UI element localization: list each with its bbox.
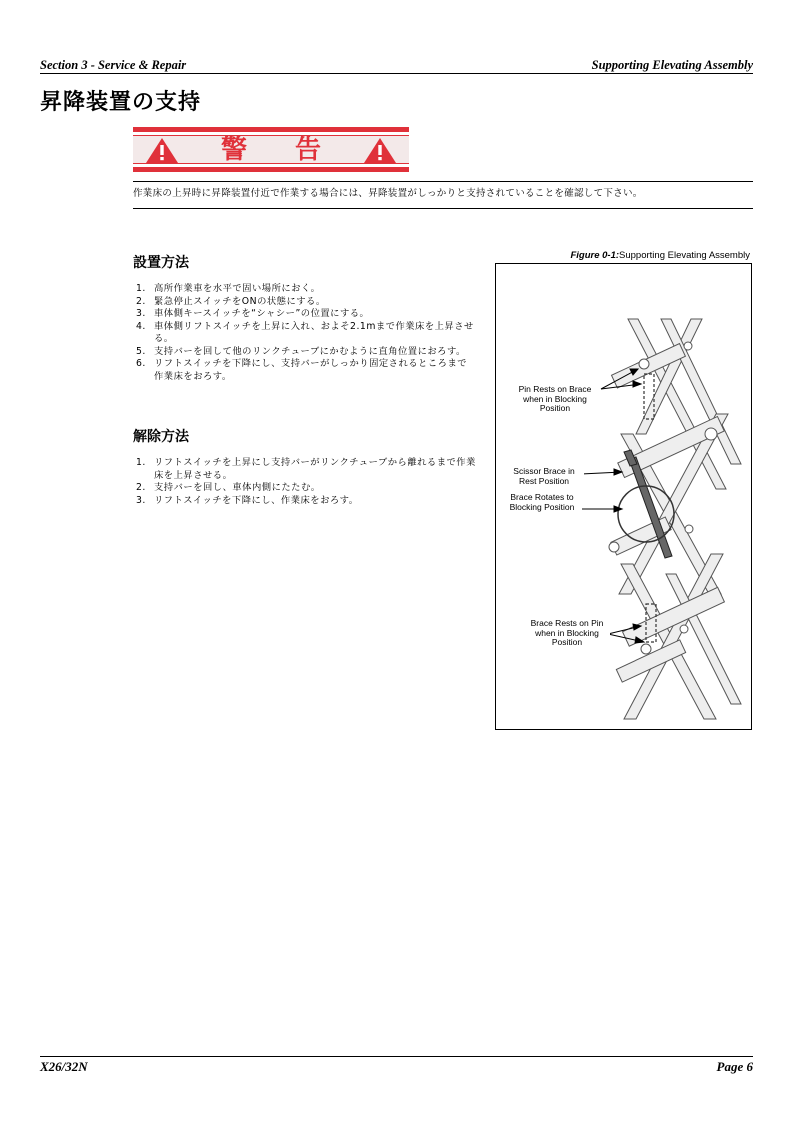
- figure-caption: [496, 250, 750, 261]
- callout-brace-rests: Brace Rests on Pin when in Blocking Position: [524, 619, 610, 648]
- footer-page-number: Page 6: [716, 1059, 753, 1074]
- figure-illustration: [495, 263, 752, 730]
- warning-word-2: 告: [295, 135, 322, 165]
- callout-scissor-brace: Scissor Brace in Rest Position: [504, 467, 584, 486]
- list-item: 5. 支持バーを回して他のリンクチューブにかむように直角位置におろす。: [136, 345, 466, 357]
- list-item: 1. リフトスイッチを上昇にし支持バーがリンクチューブから離れるまで作業床を上昇させる。: [136, 457, 476, 481]
- figure-label: Figure 0-1:: [570, 250, 620, 261]
- release-heading: 解除方法: [133, 429, 189, 445]
- figure-title: Supporting Elevating Assembly: [619, 250, 750, 261]
- callout-brace-rotates: Brace Rotates to Blocking Position: [502, 493, 582, 512]
- warning-stripe-top: [133, 127, 409, 132]
- warning-triangle-icon: [145, 137, 179, 164]
- install-steps: [136, 283, 476, 383]
- list-item: 4. 車体側リフトスイッチを上昇に入れ、およそ2.1mまで作業床を上昇させる。: [136, 320, 474, 344]
- list-item: 3. 車体側キースイッチを“シャシー”の位置にする。: [136, 308, 370, 319]
- warning-word-1: 警: [221, 135, 248, 165]
- header-topic: Supporting Elevating Assembly: [591, 58, 753, 72]
- list-item: 2. 緊急停止スイッチをONの状態にする。: [136, 295, 326, 307]
- warning-banner: [133, 127, 409, 172]
- list-item: 3. リフトスイッチを下降にし、作業床をおろす。: [136, 494, 359, 506]
- list-item: 6. リフトスイッチを下降にし、支持バーがしっかり固定されるところまで作業床をおろす。: [136, 358, 468, 382]
- warning-stripe-bottom: [133, 167, 409, 172]
- header-section: Section 3 - Service & Repair: [40, 58, 187, 72]
- list-item: 2. 支持バーを回し、車体内側にたたむ。: [136, 482, 321, 493]
- running-header: [40, 58, 753, 74]
- warning-triangle-icon: [363, 137, 397, 164]
- list-item: 1. 高所作業車を水平で固い場所におく。: [136, 283, 321, 294]
- running-footer: [40, 1056, 753, 1074]
- callout-pin-rests: Pin Rests on Brace when in Blocking Position: [510, 385, 600, 414]
- install-heading: 設置方法: [133, 255, 189, 271]
- page-title: 昇降装置の支持: [40, 90, 202, 115]
- footer-model: X26/32N: [40, 1059, 88, 1074]
- warning-message: 作業床の上昇時に昇降装置付近で作業する場合には、昇降装置がしっかりと支持されていることを確認して下さい。: [133, 181, 753, 209]
- release-steps: [136, 457, 476, 507]
